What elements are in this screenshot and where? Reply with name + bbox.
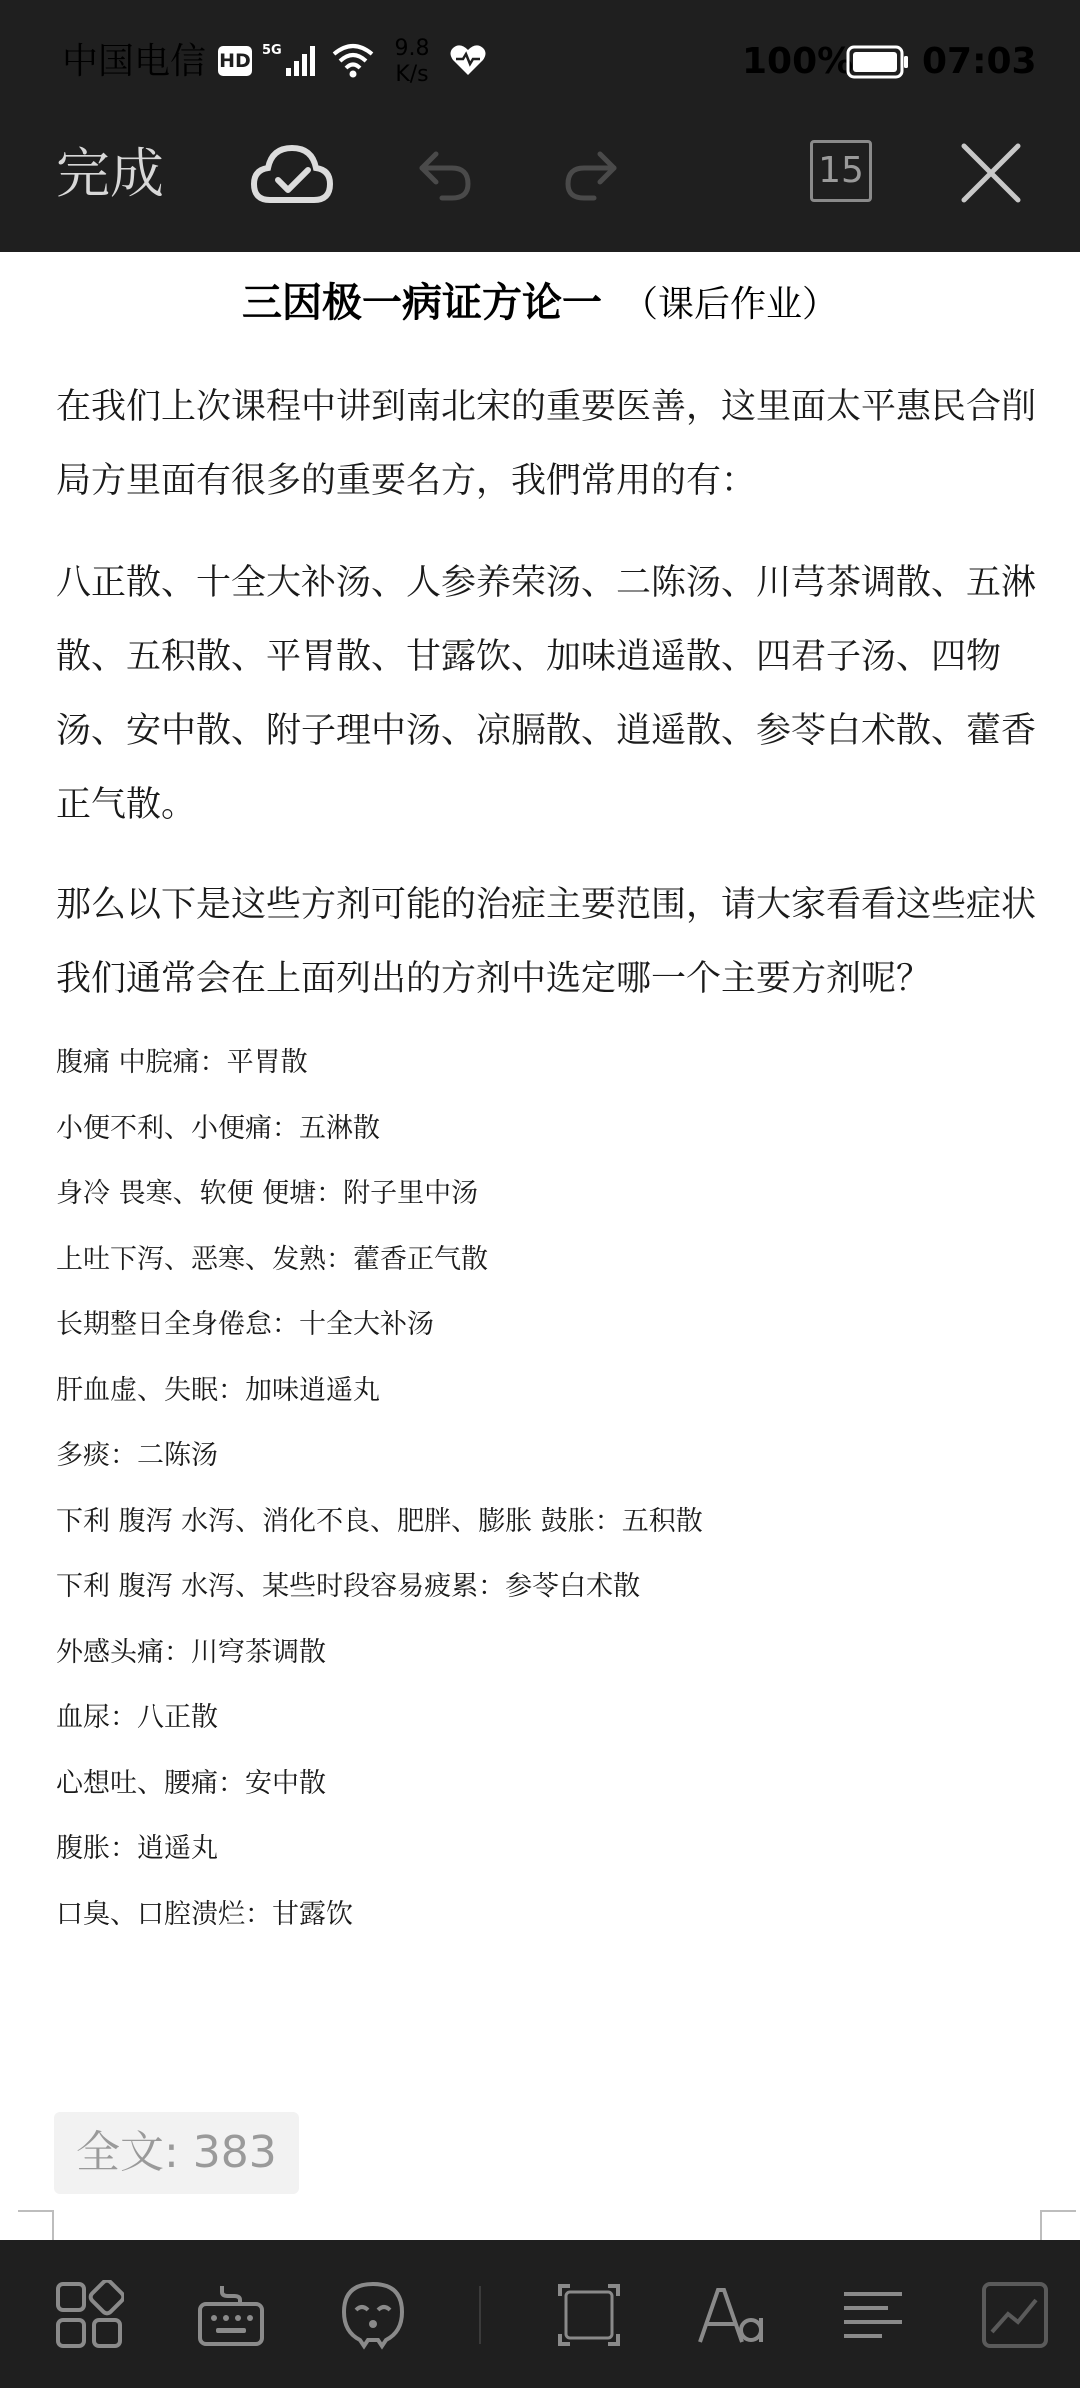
list-item: 长期整日全身倦怠：十全大补汤 (56, 1309, 434, 1340)
list-item: 下利 腹泻 水泻、消化不良、肥胖、膨胀 鼓胀：五积散 (56, 1505, 703, 1537)
assistant-icon[interactable] (338, 2280, 408, 2350)
keyboard-icon[interactable] (196, 2280, 266, 2350)
heart-rate-icon (448, 42, 488, 78)
document-title-line (0, 268, 1080, 340)
symptom-list (56, 1030, 1040, 1947)
redo-icon[interactable] (560, 140, 624, 204)
intro-paragraph: 在我们上次课程中讲到南北宋的重要医善，这里面太平惠民合削局方里面有很多的重要名方，我們常用的有： (56, 387, 1037, 501)
network-type-label: 5G (262, 43, 282, 58)
signal-5g-icon (262, 40, 322, 80)
question-paragraph: 那么以下是这些方剂可能的治症主要范围，请大家看看这些症状我们通常会在上面列出的方剂中选定哪一个主要方剂呢？ (56, 885, 1037, 999)
network-speed-unit: K/s (395, 62, 429, 87)
list-item: 上吐下泻、恶寒、发熟：藿香正气散 (56, 1243, 488, 1275)
list-item: 口臭、口腔溃烂：甘露饮 (56, 1898, 353, 1930)
carrier-name: 中国电信 (62, 41, 207, 82)
battery-percent: 100% (742, 41, 854, 82)
page-count-button[interactable]: 15 (810, 140, 872, 202)
cloud-saved-icon[interactable] (250, 134, 334, 214)
close-icon[interactable] (958, 140, 1024, 206)
network-speed-value: 9.8 (394, 36, 430, 61)
list-item: 腹胀：逍遥丸 (56, 1833, 218, 1864)
list-item: 血尿：八正散 (56, 1702, 218, 1733)
chart-icon[interactable] (980, 2280, 1050, 2350)
page-corner-mark-left (18, 2210, 54, 2240)
network-speed (390, 36, 434, 88)
list-item: 心想吐、腰痛：安中散 (56, 1767, 326, 1799)
list-item: 身冷 畏寒、软便 便塘：附子里中汤 (56, 1178, 479, 1209)
undo-icon[interactable] (412, 140, 476, 204)
clock-time: 07:03 (922, 41, 1037, 82)
layout-grid-icon[interactable] (54, 2280, 124, 2350)
battery-icon (846, 44, 910, 80)
list-item: 肝血虚、失眠：加味逍遥丸 (56, 1374, 380, 1406)
page-corner-mark-right (1040, 2210, 1076, 2240)
word-count-badge[interactable]: 全文: 383 (54, 2112, 299, 2194)
list-item: 多痰：二陈汤 (56, 1440, 218, 1471)
list-item: 外感头痛：川穹茶调散 (56, 1636, 326, 1668)
page-frame-icon[interactable] (554, 2280, 624, 2350)
list-item: 小便不利、小便痛：五淋散 (56, 1112, 380, 1144)
toolbar-divider (479, 2286, 481, 2344)
bottom-toolbar (0, 2240, 1080, 2388)
document-title: 三因极一病证方论一 (241, 280, 602, 326)
done-button[interactable]: 完成 (56, 142, 164, 205)
wifi-icon (330, 40, 376, 80)
list-item: 腹痛 中脘痛：平胃散 (56, 1047, 308, 1078)
formula-list-paragraph: 八正散、十全大补汤、人参养荣汤、二陈汤、川芎茶调散、五淋散、五积散、平胃散、甘露饮、加味逍遥散、四君子汤、四物汤、安中散、附子理中汤、凉膈散、逍遥散、参苓白术散、藿香正气散。 (56, 563, 1037, 825)
list-item: 下利 腹泻 水泻、某些时段容易疲累：参苓白术散 (56, 1571, 641, 1602)
paragraph-align-icon[interactable] (838, 2280, 908, 2350)
document-subtitle: （课后作业） (621, 284, 838, 325)
hd-badge: HD (218, 46, 252, 76)
font-icon[interactable] (696, 2280, 766, 2350)
